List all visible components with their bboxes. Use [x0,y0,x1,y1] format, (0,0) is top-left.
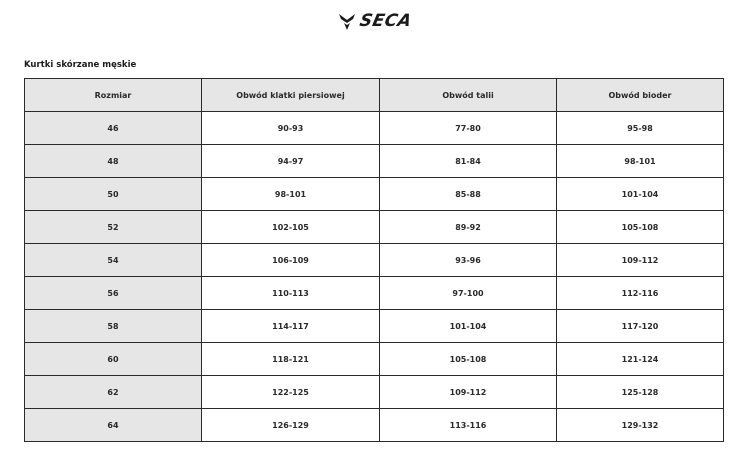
chest-cell: 98-101 [202,178,380,211]
waist-cell: 97-100 [380,277,557,310]
waist-cell: 81-84 [380,145,557,178]
header-size: Rozmiar [25,79,202,112]
waist-cell: 85-88 [380,178,557,211]
hips-cell: 105-108 [557,211,724,244]
table-row [25,112,724,145]
size-cell: 48 [25,145,202,178]
chest-cell: 102-105 [202,211,380,244]
header-chest: Obwód klatki piersiowej [202,79,380,112]
table-row [25,277,724,310]
size-cell: 60 [25,343,202,376]
size-cell: 62 [25,376,202,409]
header-waist: Obwód talii [380,79,557,112]
size-cell: 50 [25,178,202,211]
hips-cell: 101-104 [557,178,724,211]
brand-logo-text: SECA [357,11,414,31]
chest-cell: 114-117 [202,310,380,343]
size-chart-table [24,78,724,442]
size-cell: 56 [25,277,202,310]
seca-emblem-icon [337,11,357,31]
table-body [25,112,724,442]
hips-cell: 112-116 [557,277,724,310]
brand-logo [337,9,412,33]
waist-cell: 113-116 [380,409,557,442]
table-row [25,178,724,211]
table-row [25,409,724,442]
hips-cell: 109-112 [557,244,724,277]
hips-cell: 125-128 [557,376,724,409]
chest-cell: 90-93 [202,112,380,145]
chest-cell: 122-125 [202,376,380,409]
waist-cell: 109-112 [380,376,557,409]
table-row [25,145,724,178]
table-header-row [25,79,724,112]
waist-cell: 105-108 [380,343,557,376]
table-row [25,310,724,343]
hips-cell: 95-98 [557,112,724,145]
chest-cell: 94-97 [202,145,380,178]
hips-cell: 129-132 [557,409,724,442]
waist-cell: 77-80 [380,112,557,145]
table-row [25,211,724,244]
table-row [25,343,724,376]
chest-cell: 126-129 [202,409,380,442]
hips-cell: 121-124 [557,343,724,376]
waist-cell: 89-92 [380,211,557,244]
table-row [25,244,724,277]
size-cell: 58 [25,310,202,343]
waist-cell: 101-104 [380,310,557,343]
chest-cell: 110-113 [202,277,380,310]
size-cell: 52 [25,211,202,244]
chest-cell: 106-109 [202,244,380,277]
size-cell: 64 [25,409,202,442]
table-row [25,376,724,409]
size-cell: 54 [25,244,202,277]
hips-cell: 98-101 [557,145,724,178]
header-hips: Obwód bioder [557,79,724,112]
chest-cell: 118-121 [202,343,380,376]
table-title: Kurtki skórzane męskie [24,60,137,70]
hips-cell: 117-120 [557,310,724,343]
waist-cell: 93-96 [380,244,557,277]
size-cell: 46 [25,112,202,145]
